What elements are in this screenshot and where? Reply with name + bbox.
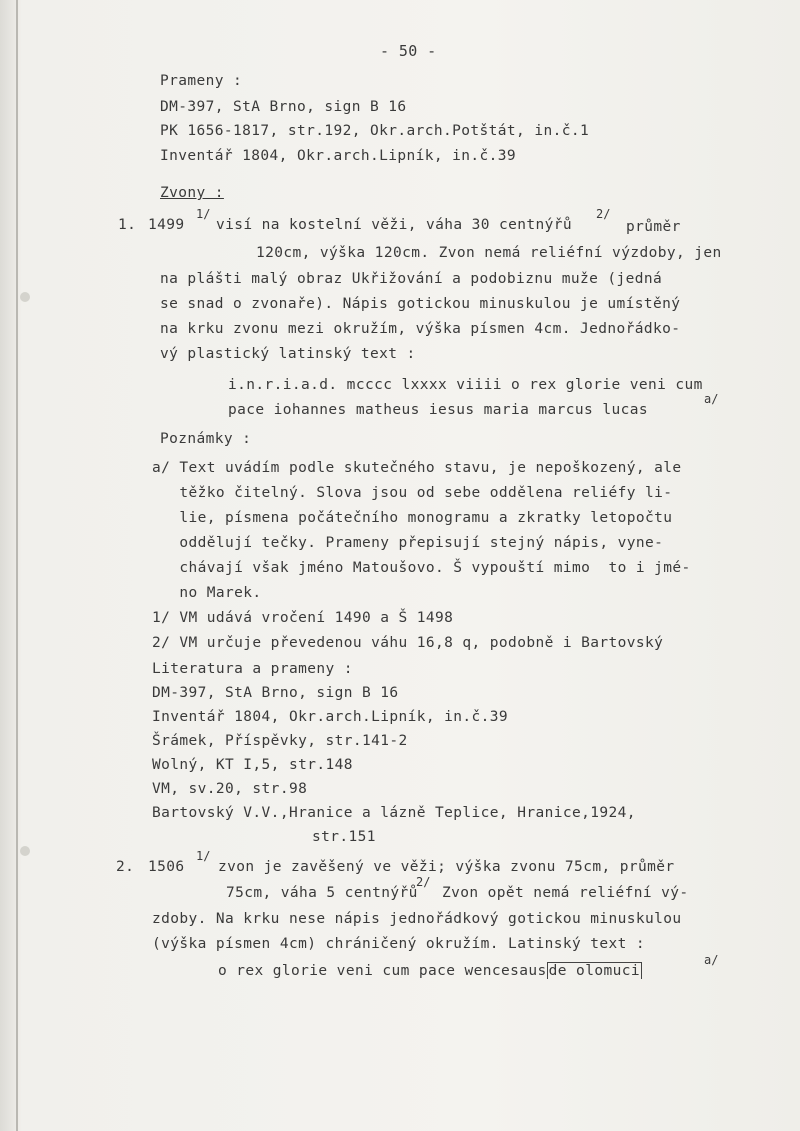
bell-description: se snad o zvonaře). Nápis gotickou minuskulou je umístěný bbox=[160, 296, 681, 312]
bell-inscription: i.n.r.i.a.d. mcccc lxxxx viiii o rex glorie veni cum bbox=[228, 377, 703, 393]
zvony-heading: Zvony : bbox=[160, 185, 224, 201]
literature-line: Wolný, KT I,5, str.148 bbox=[152, 757, 353, 773]
source-line: DM-397, StA Brno, sign B 16 bbox=[160, 99, 407, 115]
literature-line: DM-397, StA Brno, sign B 16 bbox=[152, 685, 399, 701]
footnote-marker: a/ bbox=[704, 953, 719, 967]
bell-description: (výška písmen 4cm) chráničený okružím. Latinský text : bbox=[152, 936, 646, 952]
footnote-marker: a/ bbox=[704, 392, 719, 406]
footnote-marker: 1/ bbox=[196, 207, 211, 221]
note-line: no Marek. bbox=[152, 585, 262, 601]
binding-edge bbox=[16, 0, 18, 1131]
punch-hole bbox=[20, 846, 30, 856]
bell-number: 2. bbox=[116, 859, 135, 875]
note-line: lie, písmena počátečního monogramu a zkratky letopočtu bbox=[152, 510, 673, 526]
footnote-marker: 1/ bbox=[196, 849, 211, 863]
bell-description: 75cm, váha 5 centnýřů bbox=[226, 885, 418, 901]
footnote-marker: 2/ bbox=[596, 207, 611, 221]
note-line: chávají však jméno Matoušovo. Š vypouští mimo to i jmé- bbox=[152, 560, 691, 576]
literature-line: Inventář 1804, Okr.arch.Lipník, in.č.39 bbox=[152, 709, 509, 725]
bell-number: 1. bbox=[118, 217, 137, 233]
literature-line: VM, sv.20, str.98 bbox=[152, 781, 308, 797]
note-line: 2/ VM určuje převedenou váhu 16,8 q, podobně i Bartovský bbox=[152, 635, 664, 651]
source-line: PK 1656-1817, str.192, Okr.arch.Potštát, in.č.1 bbox=[160, 123, 590, 139]
literature-heading: Literatura a prameny : bbox=[152, 661, 353, 677]
bell-description: na krku zvonu mezi okružím, výška písmen 4cm. Jednořádko- bbox=[160, 321, 681, 337]
bell-year: 1506 bbox=[148, 859, 185, 875]
prameny-heading: Prameny : bbox=[160, 73, 243, 89]
bell-description: Zvon opět nemá reliéfní vý- bbox=[442, 885, 689, 901]
bell-description: 120cm, výška 120cm. Zvon nemá reliéfní výzdoby, jen bbox=[256, 245, 722, 261]
bell-description: visí na kostelní věži, váha 30 centnýřů bbox=[216, 217, 573, 233]
bell-description: zdoby. Na krku nese nápis jednořádkový gotickou minuskulou bbox=[152, 911, 682, 927]
footnote-marker: 2/ bbox=[416, 875, 431, 889]
bell-description: vý plastický latinský text : bbox=[160, 346, 416, 362]
note-line: oddělují tečky. Prameny přepisují stejný nápis, vyne- bbox=[152, 535, 664, 551]
note-line: a/ Text uvádím podle skutečného stavu, je nepoškozený, ale bbox=[152, 460, 682, 476]
bell-inscription: pace iohannes matheus iesus maria marcus lucas bbox=[228, 402, 648, 418]
literature-line: str.151 bbox=[312, 829, 376, 845]
bell-inscription-text: o rex glorie veni cum pace wencesaus bbox=[218, 963, 547, 979]
notes-heading: Poznámky : bbox=[160, 431, 252, 447]
note-line: těžko čitelný. Slova jsou od sebe oddělena reliéfy li- bbox=[152, 485, 673, 501]
punch-hole bbox=[20, 292, 30, 302]
bell-inscription bbox=[218, 962, 642, 980]
source-line: Inventář 1804, Okr.arch.Lipník, in.č.39 bbox=[160, 148, 517, 164]
page-number: - 50 - bbox=[380, 42, 437, 60]
note-line: 1/ VM udává vročení 1490 a Š 1498 bbox=[152, 610, 454, 626]
literature-line: Bartovský V.V.,Hranice a lázně Teplice, Hranice,1924, bbox=[152, 805, 636, 821]
bell-description: na plášti malý obraz Ukřižování a podobiznu muže (jedná bbox=[160, 271, 663, 287]
bell-description: průměr bbox=[626, 219, 681, 235]
literature-line: Šrámek, Příspěvky, str.141-2 bbox=[152, 733, 408, 749]
bell-year: 1499 bbox=[148, 217, 185, 233]
bell-inscription-bracketed: de olomuci bbox=[548, 963, 640, 979]
bell-description: zvon je zavěšený ve věži; výška zvonu 75cm, průměr bbox=[218, 859, 675, 875]
